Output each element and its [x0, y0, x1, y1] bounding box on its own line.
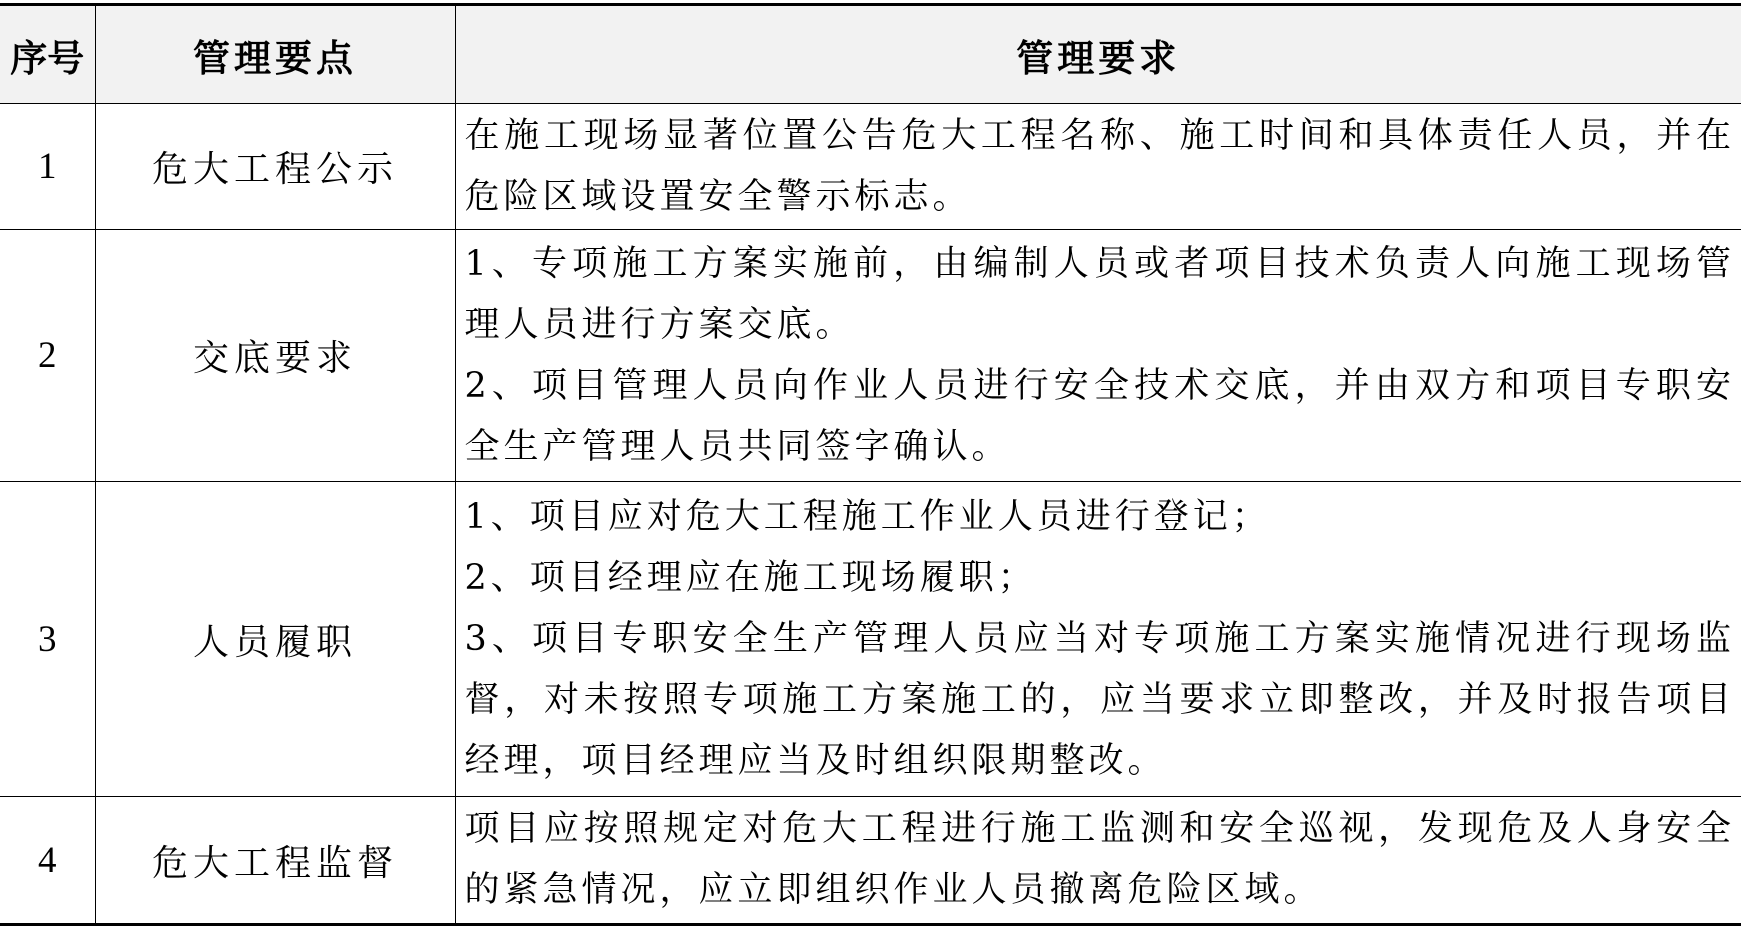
header-serial-number: 序号 — [0, 5, 95, 104]
row-serial-number: 4 — [0, 797, 95, 925]
requirement-item: 3、项目专职安全生产管理人员应当对专项施工方案实施情况进行现场监督，对未按照专项施工方案施工的，应当要求立即整改，并及时报告项目经理，项目经理应当及时组织限期整改。 — [464, 618, 1735, 781]
table-row — [0, 230, 1741, 482]
table-row — [0, 482, 1741, 797]
requirement-item: 1、专项施工方案实施前，由编制人员或者项目技术负责人向施工现场管理人员进行方案交底。 — [464, 243, 1735, 345]
row-management-requirement — [455, 230, 1741, 482]
row-management-requirement — [455, 797, 1741, 925]
header-management-requirement: 管理要求 — [455, 5, 1741, 104]
requirement-item: 1、项目应对危大工程施工作业人员进行登记； — [464, 496, 1271, 537]
row-management-requirement — [455, 104, 1741, 230]
row-serial-number: 1 — [0, 104, 95, 230]
table-row — [0, 797, 1741, 925]
table-header-row — [0, 5, 1741, 104]
row-management-point: 交底要求 — [95, 230, 455, 482]
row-management-point: 人员履职 — [95, 482, 455, 797]
row-management-point: 危大工程公示 — [95, 104, 455, 230]
requirement-item: 2、项目管理人员向作业人员进行安全技术交底，并由双方和项目专职安全生产管理人员共同签字确认。 — [464, 365, 1735, 467]
row-serial-number: 3 — [0, 482, 95, 797]
table-row — [0, 104, 1741, 230]
management-requirements-table — [0, 3, 1741, 926]
requirement-item: 在施工现场显著位置公告危大工程名称、施工时间和具体责任人员，并在危险区域设置安全警示标志。 — [464, 115, 1735, 217]
requirement-item: 项目应按照规定对危大工程进行施工监测和安全巡视，发现危及人身安全的紧急情况，应立即组织作业人员撤离危险区域。 — [464, 809, 1735, 910]
row-management-point: 危大工程监督 — [95, 797, 455, 925]
row-serial-number: 2 — [0, 230, 95, 482]
row-management-requirement — [455, 482, 1741, 797]
header-management-point: 管理要点 — [95, 5, 455, 104]
requirement-item: 2、项目经理应在施工现场履职； — [464, 557, 1037, 598]
